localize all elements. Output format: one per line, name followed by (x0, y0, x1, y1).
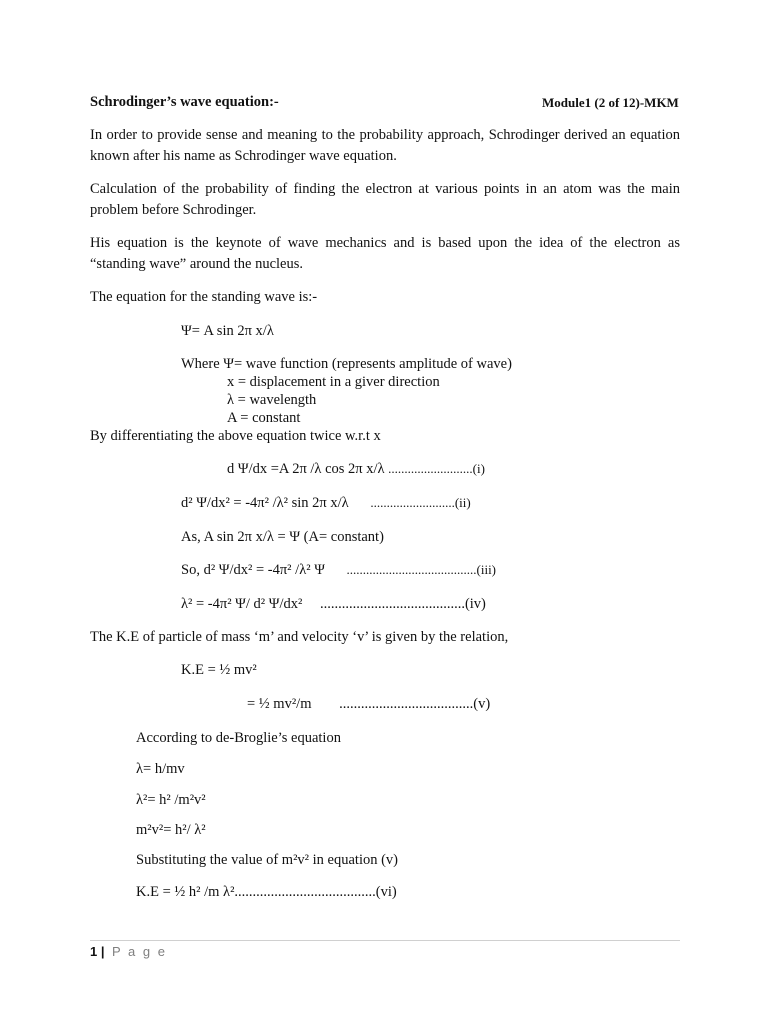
lambda-squared: λ²= h² /m²v² (136, 792, 206, 808)
equation-i-label: ..........................(i) (388, 461, 485, 476)
equation-iv-label: ........................................(iv) (319, 596, 486, 612)
equation-vi (136, 883, 397, 901)
footer-page-number: 1 | (90, 944, 105, 959)
equation-iv (181, 595, 486, 613)
equation-iii-label: ........................................(iii) (346, 562, 497, 577)
paragraph-calculation: Calculation of the probability of finding the electron at various points in an atom was the main problem before Schrodinger. (90, 181, 680, 218)
lambda-definition: λ = wavelength (227, 392, 317, 408)
paragraph-intro: In order to provide sense and meaning to the probability approach, Schrodinger derived an equation known after his name as Schrodinger wave equation. (90, 127, 680, 164)
equation-ii (181, 494, 471, 512)
ke-equation-1: K.E = ½ mv² (181, 662, 257, 678)
equation-v-text: = ½ mv²/m (247, 696, 312, 712)
equation-v-label: .....................................(v) (339, 696, 491, 712)
differentiating-line: By differentiating the above equation twice w.r.t x (90, 428, 381, 444)
psi-equation: Ψ= A sin 2π x/λ (181, 323, 274, 339)
equation-v (247, 695, 490, 713)
equation-i-text: d Ψ/dx =A 2π /λ cos 2π x/λ (227, 461, 389, 477)
lambda-hmv: λ= h/mv (136, 761, 185, 777)
paragraph-standing-wave: The equation for the standing wave is:- (90, 289, 318, 305)
a-definition: A = constant (227, 410, 301, 426)
debroglie-line: According to de-Broglie’s equation (136, 730, 341, 746)
footer-divider (90, 940, 680, 941)
page-number: 1 (90, 944, 98, 959)
equation-i (227, 460, 485, 478)
ke-intro-line: The K.E of particle of mass ‘m’ and velocity ‘v’ is given by the relation, (90, 629, 509, 645)
equation-iii-text: So, d² Ψ/dx² = -4π² /λ² Ψ (181, 562, 325, 578)
where-psi-definition: Where Ψ= wave function (represents amplitude of wave) (181, 356, 512, 372)
page-title: Schrodinger’s wave equation:- (90, 94, 279, 110)
equation-iii (181, 561, 496, 579)
as-line: As, A sin 2π x/λ = Ψ (A= constant) (181, 529, 384, 545)
equation-vi-text: K.E = ½ h² /m λ² (136, 884, 235, 900)
equation-ii-label: ..........................(ii) (370, 495, 471, 510)
substituting-line: Substituting the value of m²v² in equation (v) (136, 852, 399, 868)
equation-iv-text: λ² = -4π² Ψ/ d² Ψ/dx² (181, 596, 303, 612)
equation-ii-text: d² Ψ/dx² = -4π² /λ² sin 2π x/λ (181, 495, 349, 511)
equation-vi-label: .......................................(vi) (234, 884, 397, 900)
footer-page-label: P a g e (112, 944, 167, 959)
x-definition: x = displacement in a giver direction (227, 374, 440, 390)
module-label: Module1 (2 of 12)-MKM (542, 95, 679, 110)
m2v2-equation: m²v²= h²/ λ² (136, 822, 206, 838)
paragraph-keynote: His equation is the keynote of wave mechanics and is based upon the idea of the electron as “standing wave” around the nucleus. (90, 235, 680, 272)
